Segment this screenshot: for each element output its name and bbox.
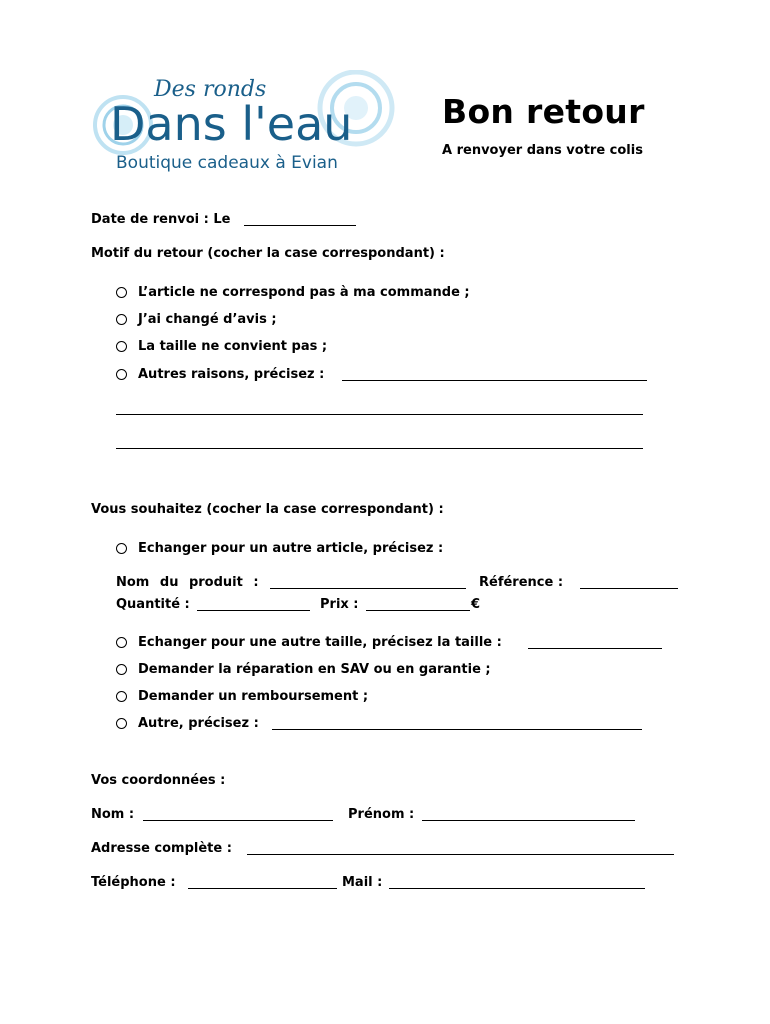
page-title: Bon retour: [442, 92, 645, 131]
logo-text-line3: Boutique cadeaux à Evian: [116, 153, 338, 173]
logo-text-line2: Dans l'eau: [110, 97, 353, 151]
coord-label: Vos coordonnées :: [91, 773, 226, 788]
mail-label: Mail :: [342, 875, 383, 890]
boutique-logo: [88, 70, 398, 180]
price-label: Prix :: [320, 597, 359, 612]
product-name-label: Nom du produit :: [116, 575, 259, 590]
telephone-field[interactable]: [188, 888, 337, 889]
souhait-label: Vous souhaitez (cocher la case correspondant) :: [91, 502, 444, 517]
souhait-radio-1[interactable]: [116, 543, 127, 554]
souhait-radio-3[interactable]: [116, 664, 127, 675]
product-name-field[interactable]: [270, 588, 466, 589]
motif-radio-4[interactable]: [116, 369, 127, 380]
telephone-label: Téléphone :: [91, 875, 176, 890]
motif-extra-line-2[interactable]: [116, 448, 643, 449]
souhait-radio-4[interactable]: [116, 691, 127, 702]
adresse-label: Adresse complète :: [91, 841, 232, 856]
souhait-option-4: Demander un remboursement ;: [138, 689, 369, 704]
quantity-label: Quantité :: [116, 597, 190, 612]
page-subtitle: A renvoyer dans votre colis: [442, 143, 643, 158]
reference-field[interactable]: [580, 588, 678, 589]
prenom-field[interactable]: [422, 820, 635, 821]
motif-radio-3[interactable]: [116, 341, 127, 352]
euro-sign: €: [471, 597, 481, 612]
motif-other-field[interactable]: [342, 380, 647, 381]
motif-radio-1[interactable]: [116, 287, 127, 298]
souhait-option-5: Autre, précisez :: [138, 716, 259, 731]
souhait-radio-5[interactable]: [116, 718, 127, 729]
price-field[interactable]: [366, 610, 470, 611]
logo-graphic: [88, 70, 398, 180]
reference-label: Référence :: [479, 575, 564, 590]
motif-radio-2[interactable]: [116, 314, 127, 325]
souhait-other-field[interactable]: [272, 729, 642, 730]
souhait-radio-2[interactable]: [116, 637, 127, 648]
motif-option-3: La taille ne convient pas ;: [138, 339, 328, 354]
logo-text-line1: Des ronds: [154, 77, 267, 102]
mail-field[interactable]: [389, 888, 645, 889]
prenom-label: Prénom :: [348, 807, 415, 822]
motif-option-1: L’article ne correspond pas à ma commande ;: [138, 285, 470, 300]
adresse-field[interactable]: [247, 854, 674, 855]
date-label: Date de renvoi : Le: [91, 212, 231, 227]
souhait-option-3: Demander la réparation en SAV ou en garantie ;: [138, 662, 491, 677]
size-field[interactable]: [528, 648, 662, 649]
nom-field[interactable]: [143, 820, 333, 821]
quantity-field[interactable]: [197, 610, 310, 611]
date-field[interactable]: [244, 225, 356, 226]
motif-option-2: J’ai changé d’avis ;: [138, 312, 277, 327]
souhait-option-1: Echanger pour un autre article, précisez :: [138, 541, 444, 556]
motif-label: Motif du retour (cocher la case correspondant) :: [91, 246, 445, 261]
motif-option-4: Autres raisons, précisez :: [138, 367, 325, 382]
souhait-option-2: Echanger pour une autre taille, précisez la taille :: [138, 635, 502, 650]
motif-extra-line-1[interactable]: [116, 414, 643, 415]
nom-label: Nom :: [91, 807, 135, 822]
